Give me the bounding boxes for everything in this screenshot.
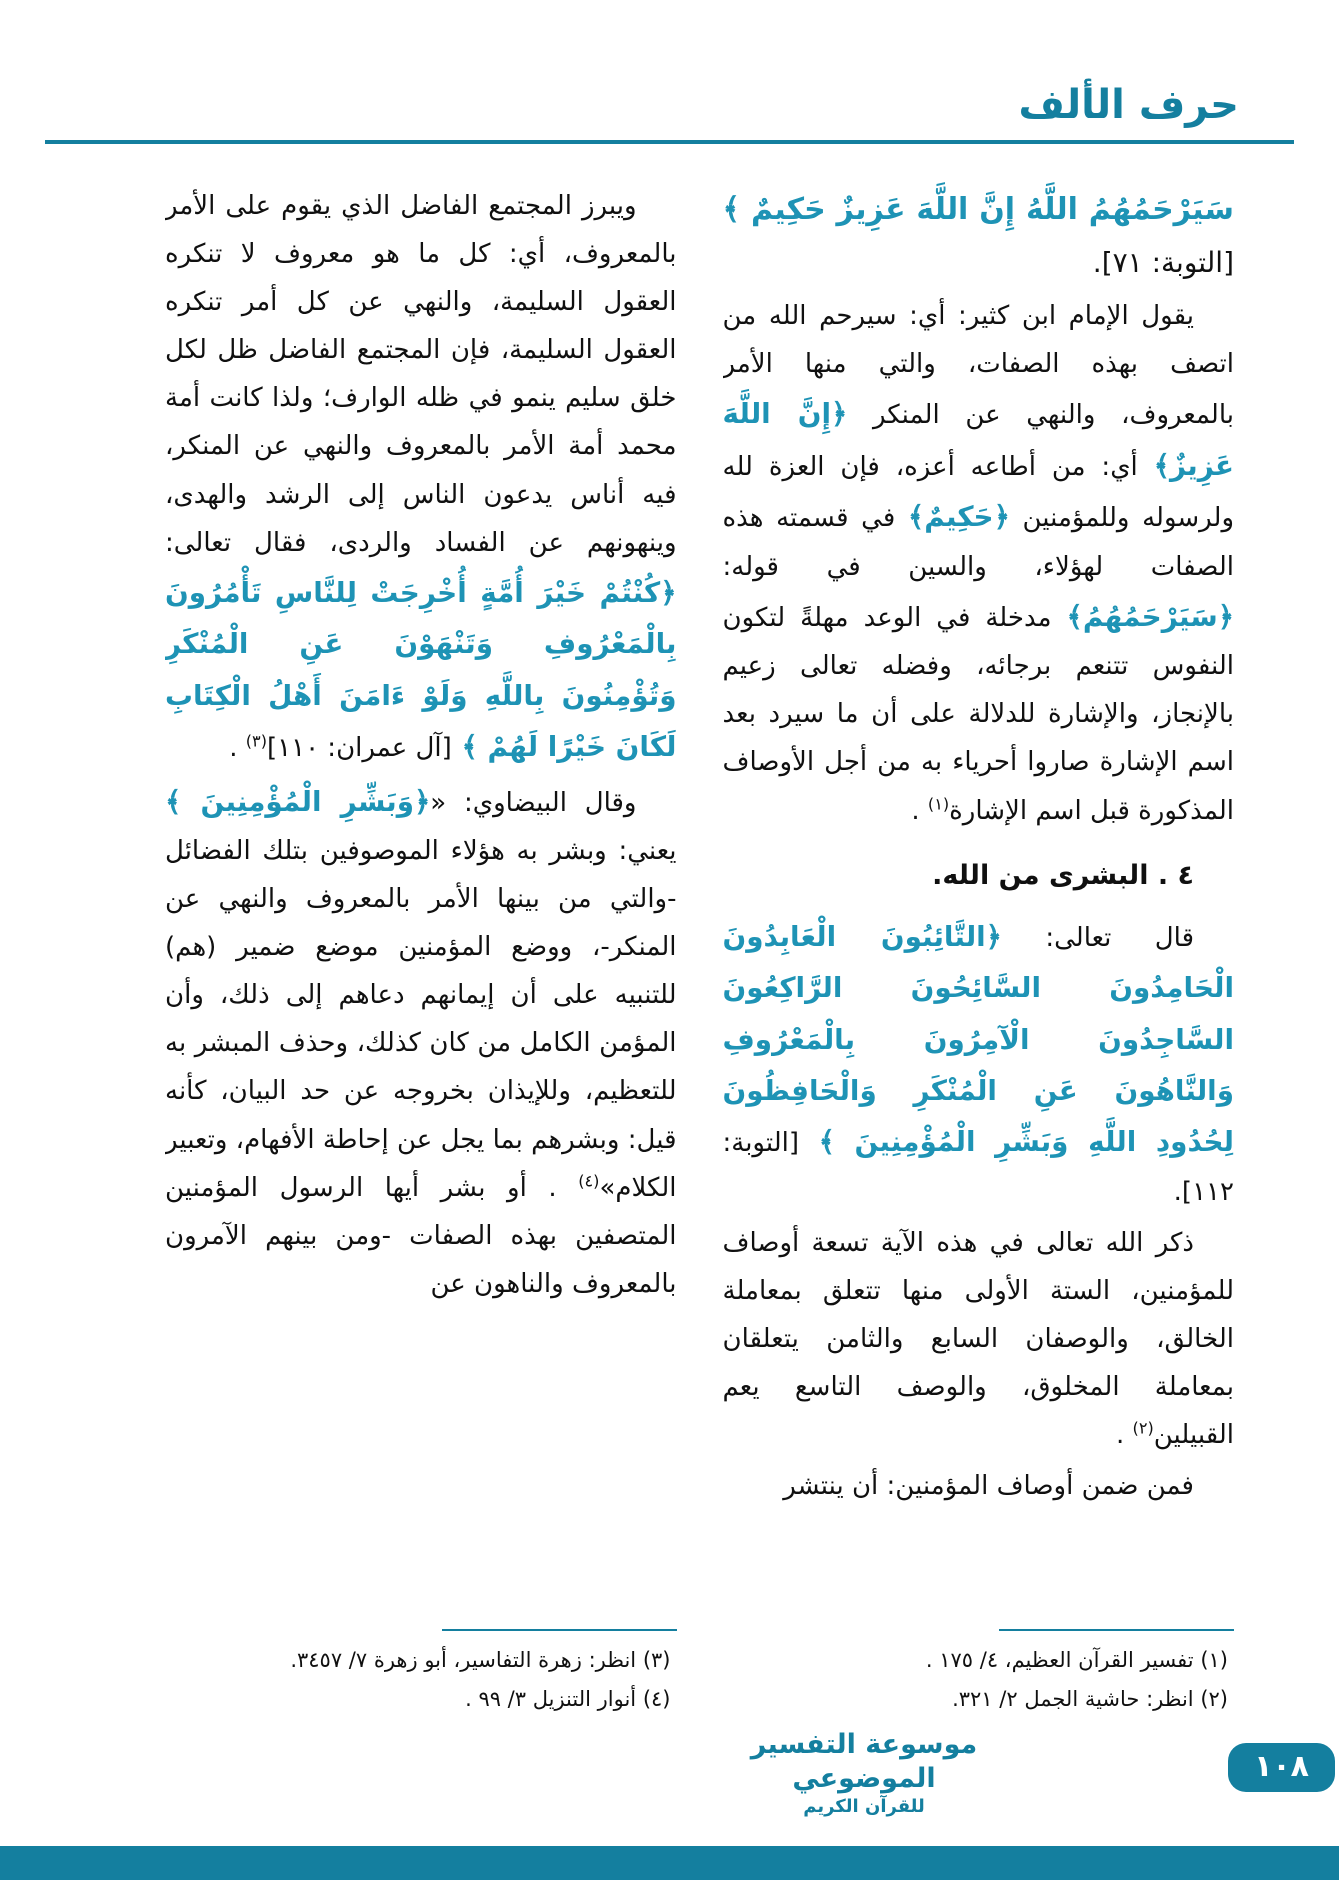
body-text: . — [229, 733, 246, 764]
footnote: (٣) انظر: زهرة التفاسير، أبو زهرة ٧/ ٣٤٥٧. — [290, 1648, 671, 1673]
paragraph — [723, 1219, 1235, 1459]
footnote-reference: (٣) — [245, 731, 267, 751]
column-left-footnotes — [165, 1629, 677, 1719]
body-text: قال تعالى: — [1001, 922, 1194, 953]
body-text: فمن ضمن أوصاف المؤمنين: أن ينتشر — [783, 1471, 1194, 1502]
chapter-title: حرف الألف — [1018, 82, 1239, 128]
quran-verse-text: ﴿حَكِيمٌ﴾ — [907, 500, 1010, 534]
page-number-badge: ١٠٨ — [1228, 1743, 1335, 1792]
paragraph — [723, 292, 1235, 834]
paragraph — [165, 182, 677, 773]
publisher-logo-subtitle: للقرآن الكريم — [803, 1795, 925, 1817]
column-left — [165, 182, 677, 1719]
paragraph — [723, 911, 1235, 1216]
footnote: (٢) انظر: حاشية الجمل ٢/ ٣٢١. — [952, 1687, 1228, 1712]
body-text: يعني: وبشر به هؤلاء الموصوفين بتلك الفضائل -والتي من بينها الأمر بالمعروف والنهي عن المنكر-، ووضع المؤمنين موضع ضمير (هم) للتنبيه على أن إيمانهم دعاهم إلى ذلك، وأن المؤمن الكامل من كان كذلك، وحذف المبشر به للتعظيم، وللإيذان بخروجه عن حد البيان، كأنه قيل: وبشرهم بما يجل عن إحاطة الأفهام، وتعبير الكلام» — [165, 836, 677, 1203]
body-text: أي: من أطاعه أعزه، فإن العزة لله ولرسوله وللمؤمنين — [722, 451, 1234, 534]
body-text: في قسمته هذه الصفات لهؤلاء، والسين في قوله: — [722, 503, 1234, 582]
body-text: يقول الإمام ابن كثير: أي: سيرحم الله من اتصف بهذه الصفات، والتي منها الأمر بالمعروف، والنهي عن المنكر — [722, 301, 1234, 431]
publisher-logo-title: موسوعة التفسير الموضوعي — [750, 1729, 978, 1794]
paragraph — [723, 1462, 1235, 1510]
paragraph — [165, 776, 677, 1308]
quran-verse-text: ﴿سَيَرْحَمُهُمُ﴾ — [1066, 599, 1234, 633]
section-heading — [723, 851, 1235, 901]
publisher-logo — [744, 1728, 984, 1818]
paragraph — [723, 182, 1235, 289]
footnote: (١) تفسير القرآن العظيم، ٤/ ١٧٥ . — [925, 1648, 1228, 1673]
body-text: . أو بشر أيها الرسول المؤمنين المتصفين بهذه الصفات -ومن بينهم الآمرون بالمعروف والناهون عن — [165, 1172, 677, 1299]
column-right-text — [723, 182, 1235, 1514]
page-header — [0, 0, 1339, 144]
body-text: . — [911, 795, 928, 826]
quran-verse-text: ﴿التَّائِبُونَ الْعَابِدُونَ الْحَامِدُونَ السَّائِحُونَ الرَّاكِعُونَ السَّاجِدُونَ الْآمِرُونَ بِالْمَعْرُوفِ وَالنَّاهُونَ عَنِ الْمُنْكَرِ وَالْحَافِظُونَ لِحُدُودِ اللَّهِ وَبَشِّرِ الْمُؤْمِنِينَ ﴾ — [722, 919, 1234, 1159]
column-right — [723, 182, 1235, 1719]
column-left-text — [165, 182, 677, 1311]
body-text: مدخلة في الوعد مهلةً لتكون النفوس تتنعم برجائه، وفضله تعالى زعيم بالإنجاز، والإشارة للدلالة على أن ما سيرد بعد اسم الإشارة صاروا أحرياء به من أجل الأوصاف المذكورة قبل اسم الإشارة — [722, 602, 1234, 826]
quran-verse-text: ﴿إِنَّ اللَّهَ عَزِيزٌ﴾ — [722, 397, 1234, 482]
footer-bar — [0, 1846, 1339, 1880]
footnote-reference: (٢) — [1132, 1418, 1154, 1438]
quran-verse-text: سَيَرْحَمُهُمُ اللَّهُ إِنَّ اللَّهَ عَزِيزٌ حَكِيمٌ ﴾ — [722, 192, 1234, 227]
quran-verse-text: ﴿كُنْتُمْ خَيْرَ أُمَّةٍ أُخْرِجَتْ لِلنَّاسِ تَأْمُرُونَ بِالْمَعْرُوفِ وَتَنْهَوْنَ عَنِ الْمُنْكَرِ وَتُؤْمِنُونَ بِاللَّهِ وَلَوْ ءَامَنَ أَهْلُ الْكِتَابِ لَكَانَ خَيْرًا لَهُمْ ﴾ — [165, 575, 677, 764]
body-text: ٤ . البشرى من الله. — [932, 859, 1194, 891]
footnote: (٤) أنوار التنزيل ٣/ ٩٩ . — [465, 1687, 671, 1712]
verse-citation: [التوبة: ١١٢]. — [722, 1128, 1234, 1207]
footnote-reference: (١) — [927, 793, 950, 813]
footnote-separator — [442, 1629, 677, 1631]
body-text: ويبرز المجتمع الفاضل الذي يقوم على الأمر بالمعروف، أي: كل ما هو معروف لا تنكره العقول السليمة، والنهي عن كل أمر تنكره العقول السليمة، فإن المجتمع الفاضل ظل لكل خلق سليم ينمو في ظله الوارف؛ ولذا كانت أمة محمد أمة الأمر بالمعروف والنهي عن المنكر، فيه أناس يدعون الناس إلى الرشد والهدى، وينهونهم عن الفساد والردى، فقال تعالى: — [165, 191, 677, 558]
footnote-reference: (٤) — [578, 1171, 600, 1191]
quran-verse-text: ﴿وَبَشِّرِ الْمُؤْمِنِينَ ﴾ — [165, 784, 431, 818]
footnote-list — [165, 1641, 677, 1719]
body-text: . — [1115, 1420, 1133, 1451]
two-column-body — [0, 144, 1339, 1719]
body-text: وقال البيضاوي: « — [430, 787, 637, 818]
body-text: ذكر الله تعالى في هذه الآية تسعة أوصاف للمؤمنين، الستة الأولى منها تتعلق بمعاملة الخالق، والوصفان السابع والثامن يتعلقان بمعاملة المخلوق، والوصف التاسع يعم القبيلين — [722, 1227, 1234, 1451]
footnote-list — [723, 1641, 1235, 1719]
footnote-separator — [999, 1629, 1234, 1631]
verse-citation: [آل عمران: ١١٠] — [266, 733, 452, 764]
column-right-footnotes — [723, 1629, 1235, 1719]
verse-citation: [التوبة: ٧١]. — [1092, 246, 1234, 280]
